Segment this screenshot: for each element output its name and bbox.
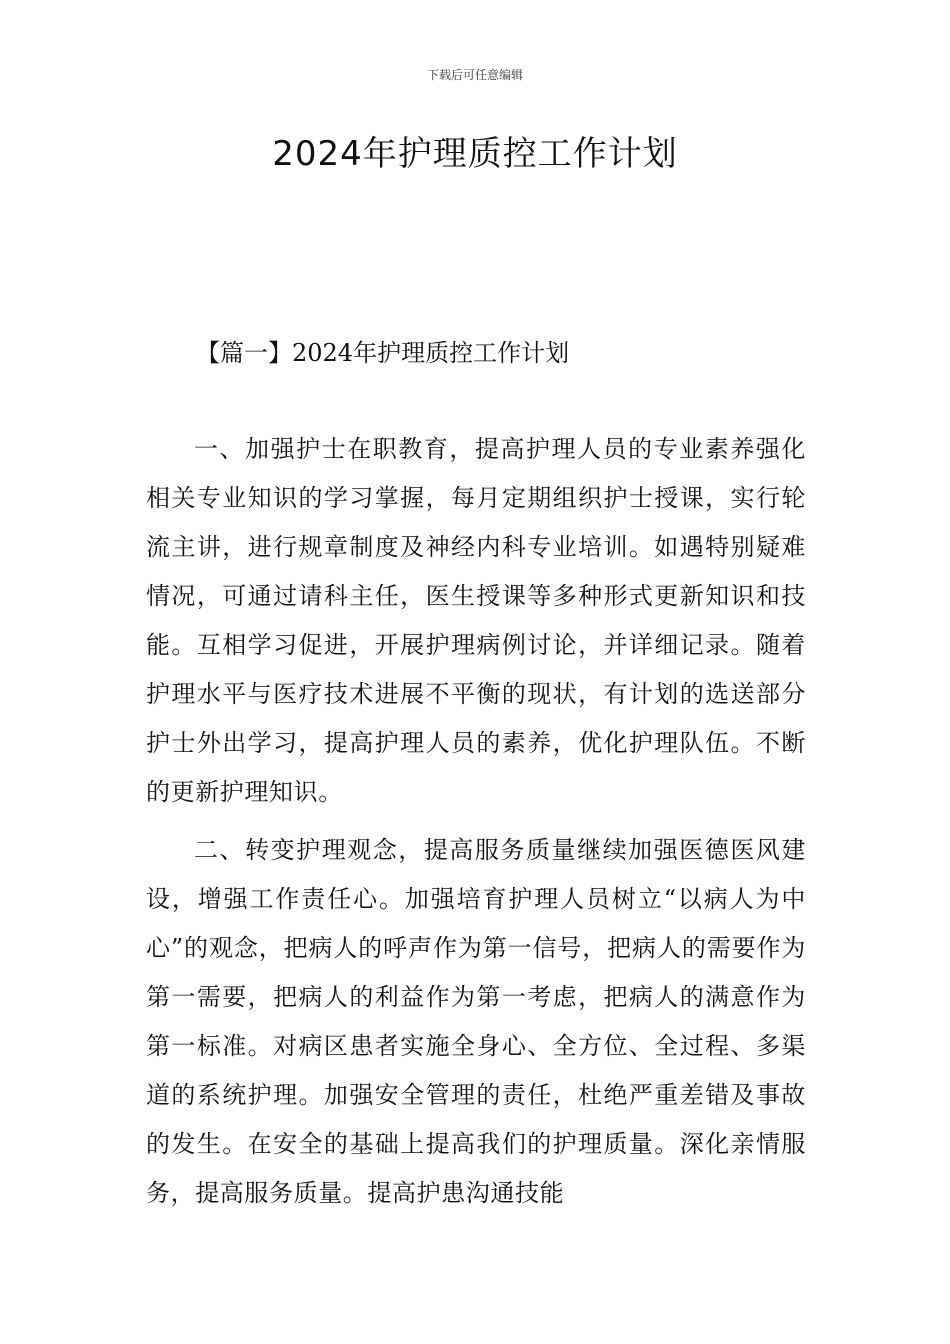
section-heading: 【篇一】2024年护理质控工作计划: [196, 339, 570, 367]
header-note: 下载后可任意编辑: [426, 68, 523, 82]
paragraph-2: 二、转变护理观念，提高服务质量继续加强医德医风建设，增强工作责任心。加强培育护理人员树立“以病人为中心”的观念，把病人的呼声作为第一信号，把病人的需要作为第一需要，把病人的利益作为第一考虑，把病人的满意作为第一标准。对病区患者实施全身心、全方位、全过程、多渠道的系统护理。加强安全管理的责任，杜绝严重差错及事故的发生。在安全的基础上提高我们的护理质量。深化亲情服务，提高服务质量。提高护患沟通技能: [146, 836, 806, 1207]
paragraph-1: 一、加强护士在职教育，提高护理人员的专业素养强化相关专业知识的学习掌握，每月定期组织护士授课，实行轮流主讲，进行规章制度及神经内科专业培训。如遇特别疑难情况，可通过请科主任，医生授课等多种形式更新知识和技能。互相学习促进，开展护理病例讨论，并详细记录。随着护理水平与医疗技术进展不平衡的现状，有计划的选送部分护士外出学习，提高护理人员的素养，优化护理队伍。不断的更新护理知识。: [146, 435, 806, 806]
document-title: 2024年护理质控工作计划: [272, 134, 678, 174]
